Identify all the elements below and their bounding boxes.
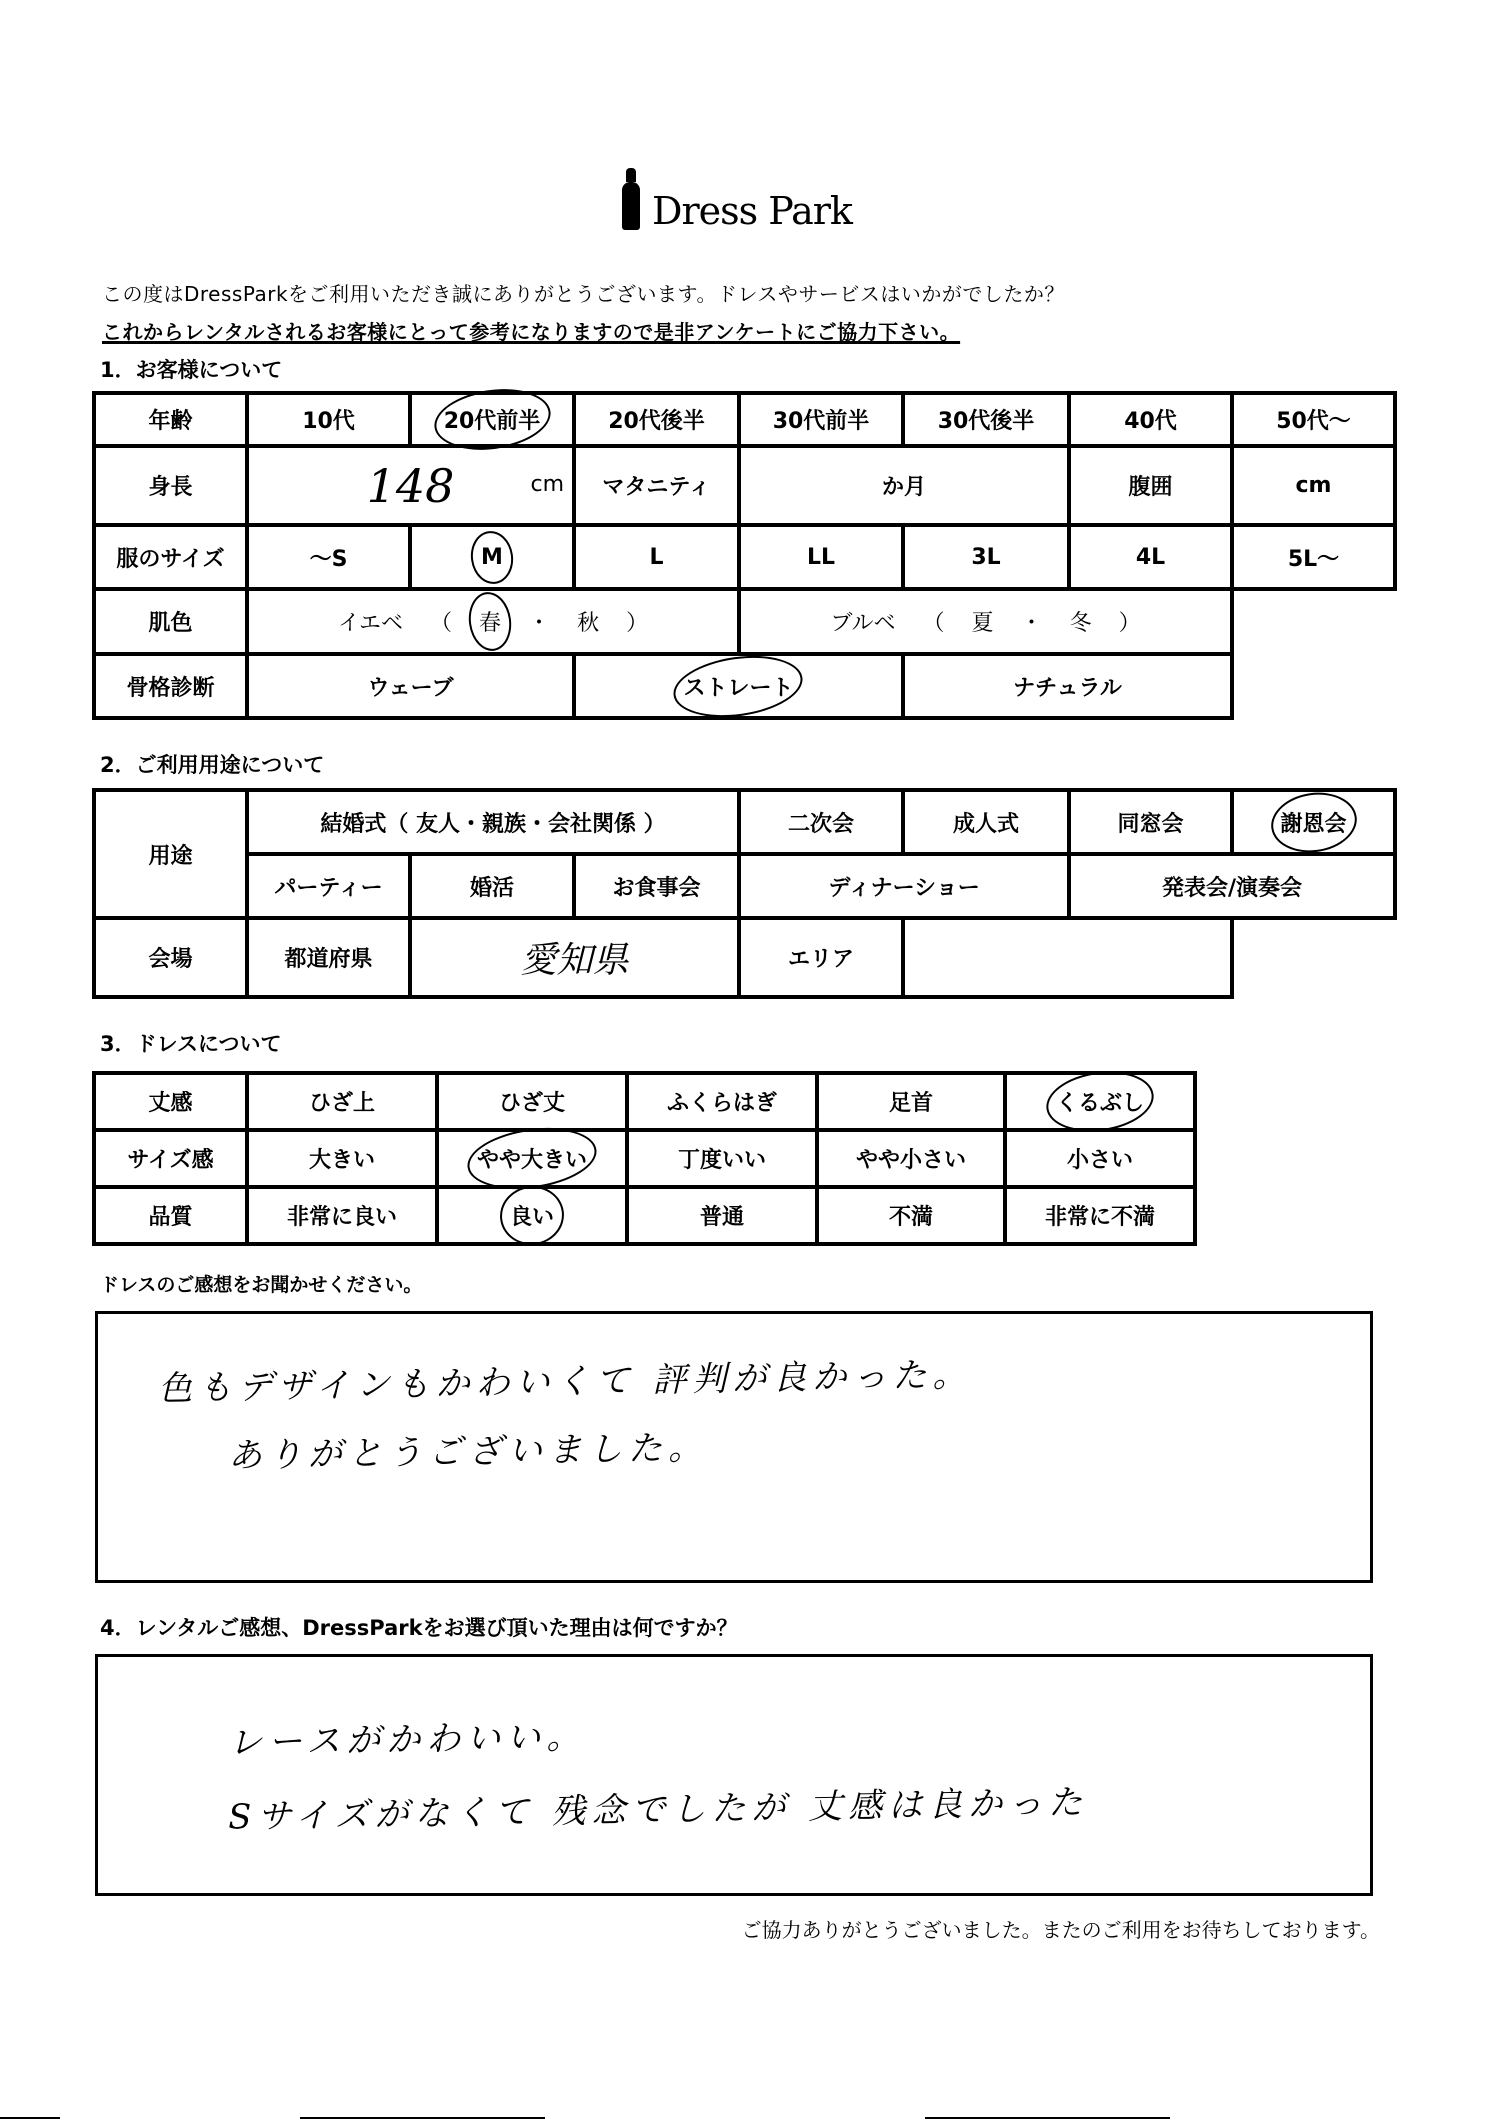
option-cell[interactable] — [627, 1073, 817, 1130]
frame-option[interactable] — [903, 654, 1232, 718]
option-cell[interactable] — [817, 1187, 1005, 1244]
purpose-option[interactable] — [903, 790, 1069, 854]
dresspark-logo — [620, 168, 852, 248]
autumn-option[interactable]: 秋 — [577, 611, 600, 636]
blue-base-label: ブルベ — [830, 611, 896, 636]
dress-form-icon — [620, 168, 642, 248]
section4-heading: 4．レンタルご感想、DressParkをお選び頂いた理由は何ですか？ — [100, 1616, 738, 1640]
skin-row — [94, 589, 1395, 654]
option-text: ひざ上 — [308, 1091, 375, 1116]
purpose-label: 用途 — [94, 790, 247, 918]
frame-row — [94, 654, 1395, 718]
option-cell[interactable] — [739, 393, 903, 446]
empty-cell — [1232, 654, 1395, 718]
empty-cell — [1232, 589, 1395, 654]
option-text: くるぶし — [1056, 1086, 1144, 1117]
option-cell[interactable] — [437, 1073, 627, 1130]
option-text: 丁度いい — [677, 1148, 766, 1173]
divider — [0, 2117, 60, 2119]
option-text: 不満 — [888, 1205, 933, 1230]
option-cell[interactable] — [817, 1073, 1005, 1130]
option-text: 二次会 — [788, 811, 855, 837]
option-text: ひざ丈 — [498, 1091, 565, 1116]
maternity-label: マタニティ — [574, 446, 739, 525]
option-text: 謝恩会 — [1281, 807, 1347, 838]
months-unit: か月 — [881, 475, 926, 500]
dress-table — [92, 1071, 1197, 1246]
age-label: 年齢 — [94, 393, 247, 446]
purpose-table — [92, 788, 1397, 999]
purpose-option[interactable] — [247, 790, 739, 854]
option-cell[interactable] — [574, 525, 739, 589]
option-cell[interactable] — [410, 393, 574, 446]
waist-field[interactable] — [1232, 446, 1395, 525]
row-label: 品質 — [94, 1187, 247, 1244]
age-row — [94, 393, 1395, 446]
option-text: 大きい — [308, 1148, 375, 1173]
frame-option[interactable] — [247, 654, 574, 718]
option-cell[interactable] — [1005, 1187, 1195, 1244]
purpose-option[interactable] — [739, 854, 1069, 918]
option-cell[interactable] — [903, 525, 1069, 589]
option-text: L — [649, 544, 664, 570]
option-text: 非常に良い — [286, 1205, 397, 1230]
dress-row — [94, 1130, 1195, 1187]
option-cell[interactable] — [903, 393, 1069, 446]
option-cell[interactable] — [1069, 393, 1232, 446]
divider — [300, 2117, 545, 2119]
option-text: 20代後半 — [608, 409, 705, 434]
option-text: やや小さい — [855, 1148, 966, 1173]
height-value: 148 — [366, 458, 455, 513]
purpose-option[interactable] — [1069, 854, 1395, 918]
purpose-option[interactable] — [247, 854, 410, 918]
frame-option[interactable] — [574, 654, 903, 718]
option-cell[interactable] — [247, 1073, 437, 1130]
separator: ・ — [528, 611, 551, 636]
option-cell[interactable] — [247, 1187, 437, 1244]
height-row — [94, 446, 1395, 525]
reason-line: レースがかわいい。 — [227, 1716, 587, 1764]
option-text: 小さい — [1066, 1148, 1133, 1173]
height-field[interactable] — [247, 446, 574, 525]
option-text: 5L～ — [1287, 546, 1340, 572]
impression-line: 色もデザインもかわいくて 評判が良かった。 — [157, 1354, 973, 1410]
option-cell[interactable] — [739, 525, 903, 589]
option-cell[interactable] — [1232, 393, 1395, 446]
option-text: ～S — [309, 546, 348, 572]
purpose-option[interactable] — [739, 790, 903, 854]
yellow-base-label: イエベ — [337, 611, 404, 636]
paren: ） — [626, 611, 649, 636]
paren: ） — [1118, 611, 1141, 636]
option-text: お食事会 — [612, 875, 701, 901]
row-label: サイズ感 — [94, 1130, 247, 1187]
intro-request: これからレンタルされるお客様にとって参考になりますので是非アンケートにご協力下さい。 — [102, 320, 961, 344]
option-text: ふくらはぎ — [666, 1091, 777, 1116]
reason-line: Sサイズがなくて 残念でしたが 丈感は良かった — [227, 1782, 1089, 1838]
dress-row — [94, 1073, 1195, 1130]
prefecture-value: 愛知県 — [520, 940, 629, 981]
option-cell[interactable] — [627, 1187, 817, 1244]
skin-yellow-option[interactable] — [247, 589, 739, 654]
option-cell[interactable] — [437, 1130, 627, 1187]
option-cell[interactable] — [1005, 1073, 1195, 1130]
option-text: ナチュラル — [1013, 675, 1122, 701]
option-text: 普通 — [699, 1205, 744, 1230]
option-text: 発表会/演奏会 — [1161, 875, 1303, 901]
frame-label: 骨格診断 — [94, 654, 247, 718]
separator: ・ — [1020, 611, 1043, 636]
option-cell[interactable] — [574, 393, 739, 446]
height-unit: cm — [530, 472, 564, 497]
reason-textarea[interactable] — [95, 1654, 1373, 1896]
size-row — [94, 525, 1395, 589]
option-cell[interactable] — [410, 525, 574, 589]
impression-textarea[interactable] — [95, 1311, 1373, 1583]
spring-option[interactable]: 春 — [479, 606, 501, 637]
option-cell[interactable] — [247, 393, 410, 446]
waist-unit: cm — [1295, 473, 1332, 498]
option-cell[interactable] — [247, 525, 410, 589]
option-cell[interactable] — [1069, 525, 1232, 589]
option-text: 40代 — [1124, 409, 1177, 434]
height-label: 身長 — [94, 446, 247, 525]
option-text: パーティー — [274, 875, 383, 901]
section3-heading: 3．ドレスについて — [100, 1032, 282, 1056]
option-text: 10代 — [302, 409, 355, 434]
option-text: 非常に不満 — [1044, 1205, 1155, 1230]
maternity-months-field[interactable] — [739, 446, 1069, 525]
size-label: 服のサイズ — [94, 525, 247, 589]
paren: （ — [922, 611, 945, 636]
option-text: 30代前半 — [772, 409, 870, 434]
option-cell[interactable] — [247, 1130, 437, 1187]
option-cell[interactable] — [1232, 525, 1395, 589]
option-text: ディナーショー — [828, 875, 980, 901]
option-text: 30代後半 — [937, 409, 1035, 434]
option-text: ストレート — [683, 671, 793, 702]
option-text: M — [481, 544, 503, 570]
option-text: 4L — [1135, 544, 1166, 570]
area-field[interactable] — [903, 918, 1232, 997]
option-text: やや大きい — [477, 1143, 587, 1174]
summer-option[interactable]: 夏 — [971, 611, 994, 636]
purpose-option[interactable] — [410, 854, 574, 918]
intro-text: この度はDressParkをご利用いただき誠にありがとうございます。ドレスやサービスはいかがでしたか？ — [102, 282, 1065, 306]
prefecture-label: 都道府県 — [247, 918, 410, 997]
option-cell[interactable] — [1005, 1130, 1195, 1187]
option-text: 良い — [510, 1200, 554, 1231]
impression-line: ありがとうございました。 — [227, 1427, 709, 1477]
option-text: ウェーブ — [367, 675, 454, 701]
option-text: 同窓会 — [1117, 811, 1184, 837]
option-text: LL — [806, 544, 836, 570]
option-cell[interactable] — [817, 1130, 1005, 1187]
option-text: 婚活 — [469, 875, 514, 901]
option-text: 50代～ — [1276, 409, 1351, 434]
purpose-option[interactable] — [1069, 790, 1232, 854]
logo-text: Dress Park — [652, 189, 852, 233]
venue-label: 会場 — [94, 918, 247, 997]
paren: （ — [430, 611, 453, 636]
waist-label: 腹囲 — [1069, 446, 1232, 525]
row-label: 丈感 — [94, 1073, 247, 1130]
winter-option[interactable]: 冬 — [1069, 611, 1092, 636]
footer-thanks: ご協力ありがとうございました。またのご利用をお待ちしております。 — [741, 1918, 1380, 1942]
empty-cell — [1232, 918, 1395, 997]
skin-blue-option[interactable] — [739, 589, 1232, 654]
area-label: エリア — [739, 918, 903, 997]
option-text: 3L — [971, 544, 1001, 570]
option-text: 成人式 — [953, 811, 1020, 837]
option-text: 20代前半 — [444, 404, 541, 435]
divider — [925, 2117, 1170, 2119]
option-cell[interactable] — [627, 1130, 817, 1187]
option-text: 足首 — [888, 1091, 933, 1116]
purpose-option[interactable] — [1232, 790, 1395, 854]
skin-label: 肌色 — [94, 589, 247, 654]
dress-row — [94, 1187, 1195, 1244]
option-cell[interactable] — [437, 1187, 627, 1244]
section2-heading: 2．ご利用用途について — [100, 753, 325, 777]
section1-heading: 1．お客様について — [100, 358, 283, 382]
prefecture-field[interactable] — [410, 918, 739, 997]
impression-heading: ドレスのご感想をお聞かせください。 — [100, 1274, 423, 1296]
purpose-option[interactable] — [574, 854, 739, 918]
option-text: 結婚式（ 友人・親族・会社関係 ） — [320, 811, 666, 837]
customer-table — [92, 391, 1397, 720]
